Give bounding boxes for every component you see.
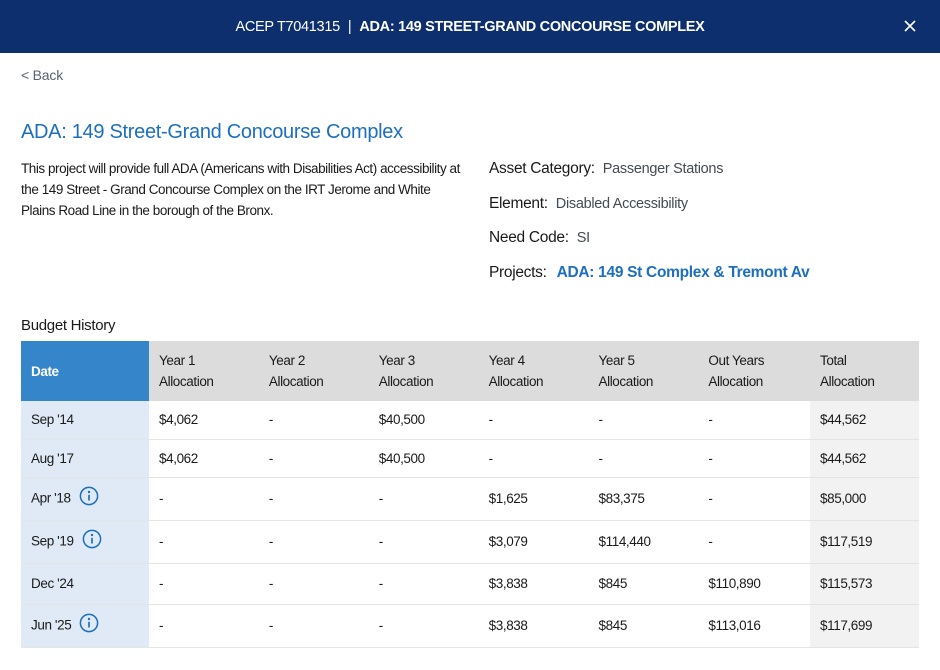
- need-code-row: [489, 229, 919, 264]
- element-label: Element:: [489, 194, 548, 212]
- table-row: [21, 477, 919, 520]
- projects-link[interactable]: ADA: 149 St Complex & Tremont Av: [556, 263, 810, 281]
- project-code: ACEP T7041315: [235, 18, 340, 35]
- cell-date: [21, 520, 149, 563]
- row-date: Jun '25: [31, 617, 72, 633]
- cell-year4: $3,838: [479, 563, 589, 604]
- info-icon[interactable]: [79, 613, 99, 636]
- projects-label: Projects:: [489, 263, 547, 281]
- projects-row: [489, 264, 919, 299]
- modal-title: ADA: 149 STREET-GRAND CONCOURSE COMPLEX: [359, 18, 705, 35]
- table-header-row: [21, 341, 919, 401]
- modal-header: [0, 0, 940, 53]
- cell-year2: -: [259, 604, 369, 647]
- cell-total: $85,000: [810, 477, 919, 520]
- row-date: Sep '19: [31, 533, 74, 549]
- col-header-year5: Year 5 Allocation: [589, 341, 699, 401]
- cell-date: [21, 439, 149, 477]
- cell-year5: $83,375: [589, 477, 699, 520]
- cell-year2: -: [259, 439, 369, 477]
- cell-year1: -: [149, 604, 259, 647]
- element-value: Disabled Accessibility: [555, 195, 688, 212]
- table-row: [21, 401, 919, 439]
- cell-year1: -: [149, 477, 259, 520]
- cell-total: $115,573: [810, 563, 919, 604]
- cell-date: [21, 563, 149, 604]
- cell-date: [21, 477, 149, 520]
- budget-history-label: Budget History: [21, 317, 116, 334]
- asset-category-label: Asset Category:: [489, 160, 595, 177]
- close-button[interactable]: [900, 16, 920, 36]
- element-row: [489, 195, 919, 230]
- cell-year3: $40,500: [369, 439, 479, 477]
- col-header-total: Total Allocation: [810, 341, 919, 401]
- cell-year2: -: [259, 563, 369, 604]
- cell-year2: -: [259, 520, 369, 563]
- cell-year3: -: [369, 604, 479, 647]
- need-code-label: Need Code:: [489, 229, 569, 246]
- col-header-year3: Year 3 Allocation: [369, 341, 479, 401]
- cell-out-years: -: [698, 520, 810, 563]
- cell-year1: $4,062: [149, 401, 259, 439]
- cell-year5: $845: [589, 563, 699, 604]
- row-date: Sep '14: [31, 412, 74, 428]
- cell-total: $44,562: [810, 439, 919, 477]
- budget-table-body: [21, 401, 919, 647]
- cell-year3: -: [369, 563, 479, 604]
- asset-category-value: Passenger Stations: [602, 161, 724, 177]
- col-header-year2: Year 2 Allocation: [259, 341, 369, 401]
- cell-year5: -: [589, 401, 699, 439]
- cell-out-years: -: [698, 401, 810, 439]
- col-header-year1: Year 1 Allocation: [149, 341, 259, 401]
- cell-year4: -: [479, 401, 589, 439]
- col-header-year4: Year 4 Allocation: [479, 341, 589, 401]
- cell-out-years: -: [698, 439, 810, 477]
- cell-year5: -: [589, 439, 699, 477]
- table-row: [21, 563, 919, 604]
- col-header-date: Date: [21, 341, 149, 401]
- cell-year5: $845: [589, 604, 699, 647]
- cell-year1: -: [149, 520, 259, 563]
- cell-year4: -: [479, 439, 589, 477]
- cell-date: [21, 604, 149, 647]
- cell-year1: -: [149, 563, 259, 604]
- cell-year4: $3,838: [479, 604, 589, 647]
- back-link[interactable]: < Back: [21, 67, 63, 83]
- row-date: Aug '17: [31, 450, 74, 466]
- project-title: ADA: 149 Street-Grand Concourse Complex: [21, 121, 403, 143]
- info-icon[interactable]: [79, 486, 99, 509]
- asset-category-row: [489, 160, 919, 195]
- cell-out-years: $110,890: [698, 563, 810, 604]
- cell-year3: $40,500: [369, 401, 479, 439]
- cell-year4: $1,625: [479, 477, 589, 520]
- cell-out-years: -: [698, 477, 810, 520]
- table-row: [21, 439, 919, 477]
- header-separator: |: [347, 18, 352, 35]
- cell-year3: -: [369, 520, 479, 563]
- budget-history-table: [21, 341, 919, 648]
- close-icon: [904, 20, 916, 32]
- cell-year2: -: [259, 401, 369, 439]
- row-date: Apr '18: [31, 490, 71, 506]
- cell-total: $117,519: [810, 520, 919, 563]
- cell-total: $117,699: [810, 604, 919, 647]
- cell-total: $44,562: [810, 401, 919, 439]
- cell-year1: $4,062: [149, 439, 259, 477]
- table-row: [21, 520, 919, 563]
- cell-year5: $114,440: [589, 520, 699, 563]
- col-header-out-years: Out Years Allocation: [698, 341, 810, 401]
- info-icon[interactable]: [82, 529, 102, 552]
- cell-out-years: $113,016: [698, 604, 810, 647]
- row-date: Dec '24: [31, 576, 74, 591]
- project-meta: [489, 160, 919, 298]
- cell-year3: -: [369, 477, 479, 520]
- cell-date: [21, 401, 149, 439]
- cell-year2: -: [259, 477, 369, 520]
- cell-year4: $3,079: [479, 520, 589, 563]
- need-code-value: SI: [576, 230, 590, 246]
- project-description: This project will provide full ADA (Americans with Disabilities Act) accessibility at the 149 Street - Grand Concourse Complex on the IRT Jerome and White Plains Road Line in the borough of the Bronx.: [21, 161, 460, 218]
- table-row: [21, 604, 919, 647]
